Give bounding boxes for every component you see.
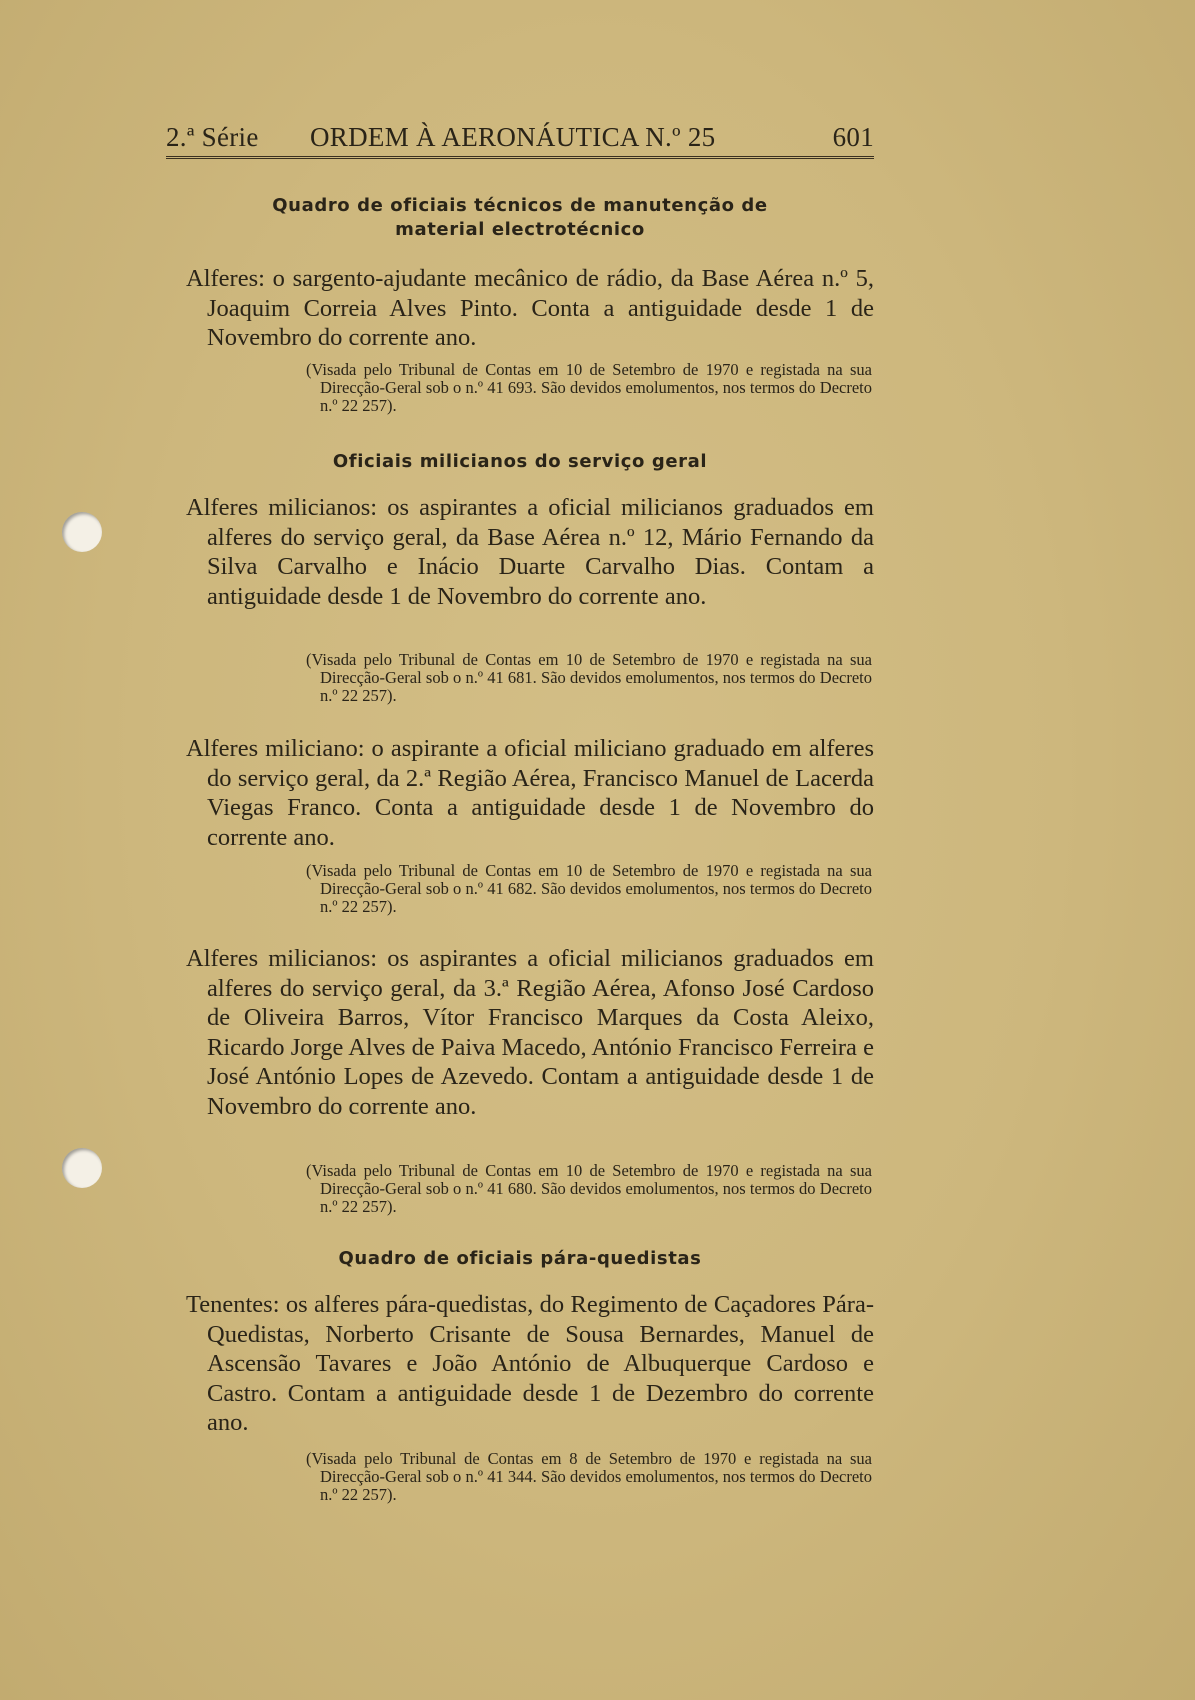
page-header [166, 122, 874, 159]
page-number: 601 [832, 122, 874, 152]
entry-paragraph: Tenentes: os alferes pára-quedistas, do Regimento de Caçadores Pára-Quedistas, Norberto Crisante de Sousa Bernardes, Manuel de Ascensão Tavares e João António de Albuquerque Cardoso e Castro. Contam a antiguidade desde 1 de Dezembro do corrente ano. [186, 1291, 874, 1437]
entry-paragraph: Alferes miliciano: o aspirante a oficial miliciano graduado em alferes do serviço geral, da 2.ª Região Aérea, Francisco Manuel de Lacerda Viegas Franco. Conta a antiguidade desde 1 de Novembro do corrente ano. [186, 735, 874, 851]
entry-note: (Visada pelo Tribunal de Contas em 10 de Setembro de 1970 e registada na sua Direcção-Geral sob o n.º 41 682. São devidos emolumentos, nos termos do Decreto n.º 22 257). [306, 861, 872, 917]
section-title-milicianos: Oficiais milicianos do serviço geral [332, 451, 708, 472]
section-title-para-quedistas: Quadro de oficiais pára-quedistas [338, 1248, 702, 1269]
entry-paragraph: Alferes milicianos: os aspirantes a oficial milicianos graduados em alferes do serviço geral, da 3.ª Região Aérea, Afonso José Cardoso de Oliveira Barros, Vítor Francisco Marques da Costa Aleixo, Ricardo Jorge Alves de Paiva Macedo, António Francisco Ferreira e José António Lopes de Azevedo. Contam a antiguidade desde 1 de Novembro do corrente ano. [186, 945, 874, 1120]
punch-hole [62, 1148, 102, 1188]
entry-note: (Visada pelo Tribunal de Contas em 10 de Setembro de 1970 e registada na sua Direcção-Geral sob o n.º 41 693. São devidos emolumentos, nos termos do Decreto n.º 22 257). [306, 360, 872, 416]
punch-hole [62, 512, 102, 552]
entry-note: (Visada pelo Tribunal de Contas em 8 de Setembro de 1970 e registada na sua Direcção-Geral sob o n.º 41 344. São devidos emolumentos, nos termos do Decreto n.º 22 257). [306, 1449, 872, 1505]
entry-note: (Visada pelo Tribunal de Contas em 10 de Setembro de 1970 e registada na sua Direcção-Geral sob o n.º 41 681. São devidos emolumentos, nos termos do Decreto n.º 22 257). [306, 650, 872, 706]
section-title-electrotecnico: Quadro de oficiais técnicos de manutenção de material electrotécnico [272, 195, 768, 240]
header-serie: 2.ª Série [166, 122, 259, 152]
entry-note: (Visada pelo Tribunal de Contas em 10 de Setembro de 1970 e registada na sua Direcção-Geral sob o n.º 41 680. São devidos emolumentos, nos termos do Decreto n.º 22 257). [306, 1161, 872, 1217]
entry-paragraph: Alferes: o sargento-ajudante mecânico de rádio, da Base Aérea n.º 5, Joaquim Correia Alves Pinto. Conta a antiguidade desde 1 de Novembro do corrente ano. [186, 265, 874, 352]
header-title: ORDEM À AERONÁUTICA N.º 25 [310, 122, 716, 152]
entry-paragraph: Alferes milicianos: os aspirantes a oficial milicianos graduados em alferes do serviço geral, da Base Aérea n.º 12, Mário Fernando da Silva Carvalho e Inácio Duarte Carvalho Dias. Contam a antiguidade desde 1 de Novembro do corrente ano. [186, 494, 874, 610]
